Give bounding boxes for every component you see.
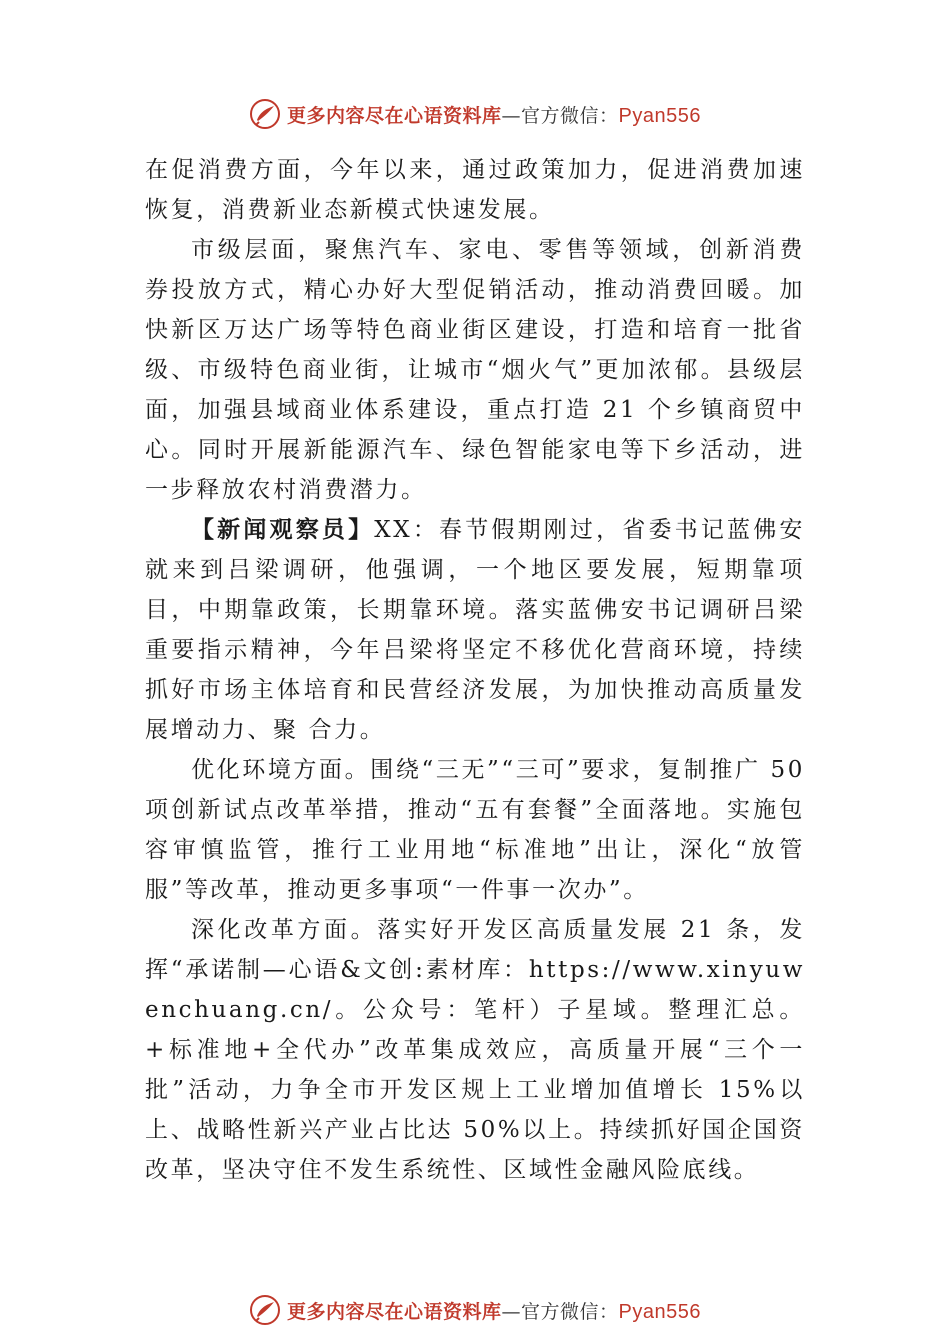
footer-official-text: —官方微信： <box>501 1300 619 1323</box>
paragraph-consumption-intro: 在促消费方面，今年以来，通过政策加力，促进消费加速恢复，消费新业态新模式快速发展。 <box>145 157 805 223</box>
news-observer-text: XX：春节假期刚过，省委书记蓝佛安就来到吕梁调研，他强调，一个地区要发展，短期靠项目，中期靠政策，长期靠环境。落实蓝佛安书记调研吕梁重要指示精神，今年吕梁将坚定不移优化营商环境，持续抓好市场主体培育和民营经济发展，为加快推动高质量发展增动力、聚 合力。 <box>145 517 806 743</box>
paragraph-city-level: 市级层面，聚焦汽车、家电、零售等领域，创新消费券投放方式，精心办好大型促销活动，推动消费回暖。加快新区万达广场等特色商业街区建设，打造和培育一批省级、市级特色商业街，让城市“烟火气”更加浓郁。县级层面，加强县域商业体系建设，重点打造 21 个乡镇商贸中心。同时开展新能源汽车、绿色智能家电等下乡活动，进一步释放农村消费潜力。 <box>145 237 805 503</box>
footer-wechat-id: Pyan556 <box>618 1300 701 1323</box>
header-wechat-id: Pyan556 <box>618 104 701 127</box>
header-promo-text: 更多内容尽在心语资料库 <box>287 104 502 127</box>
header-banner-text <box>287 101 701 128</box>
header-official-text: —官方微信： <box>501 104 619 127</box>
header-banner <box>0 94 950 134</box>
paragraph-news-observer <box>145 510 805 750</box>
document-body <box>145 150 805 1190</box>
footer-promo-text: 更多内容尽在心语资料库 <box>287 1300 502 1323</box>
paragraph-deepen-reform: 深化改革方面。落实好开发区高质量发展 21 条，发挥“承诺制—心语&文创:素材库：https://www.xinyuwenchuang.cn/。公众号：笔杆）子星域。整理汇总。+标准地+全代办”改革集成效应，高质量开展“三个一批”活动，力争全市开发区规上工业增加值增长 15%以上、战略性新兴产业占比达 50%以上。持续抓好国企国资改革，坚决守住不发生系统性、区域性金融风险底线。 <box>145 917 805 1183</box>
footer-banner <box>0 1290 950 1330</box>
brand-logo-icon <box>249 98 281 130</box>
footer-banner-text <box>287 1297 701 1324</box>
brand-logo-icon <box>249 1294 281 1326</box>
news-observer-label: 【新闻观察员】 <box>191 516 375 543</box>
paragraph-optimize-environment: 优化环境方面。围绕“三无”“三可”要求，复制推广 50 项创新试点改革举措，推动“五有套餐”全面落地。实施包容审慎监管，推行工业用地“标准地”出让，深化“放管服”等改革，推动更多事项“一件事一次办”。 <box>145 757 805 903</box>
